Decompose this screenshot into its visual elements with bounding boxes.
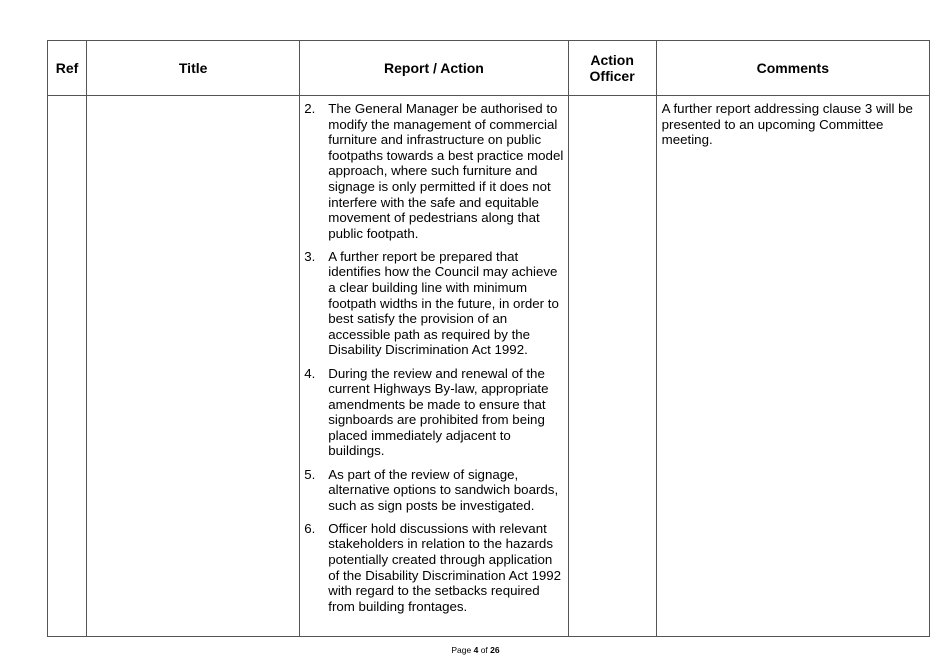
header-report-action: Report / Action <box>300 41 568 96</box>
item-text: The General Manager be authorised to modify the management of commercial furniture and infrastructure on public footpaths towards a best practice model approach, where such furniture and signage is only permitted if it does not interfere with the safe and equitable movement of pedestrians along that public footpath. <box>328 101 564 241</box>
cell-report-action <box>300 96 568 637</box>
table-row <box>48 96 930 637</box>
item-text: During the review and renewal of the current Highways By-law, appropriate amendments be made to ensure that signboards are prohibited from being placed immediately adjacent to buildings. <box>328 365 549 459</box>
page-footer <box>0 645 951 655</box>
header-comments: Comments <box>656 41 929 96</box>
item-number: 6. <box>304 520 316 536</box>
action-list <box>300 96 567 614</box>
header-ref: Ref <box>48 41 87 96</box>
list-item <box>304 249 563 358</box>
item-text: As part of the review of signage, alternative options to sandwich boards, such as sign posts be investigated. <box>328 466 559 513</box>
item-number: 2. <box>304 101 316 116</box>
council-actions-table <box>47 40 930 637</box>
list-item <box>304 366 563 460</box>
list-item <box>304 101 563 241</box>
item-number: 5. <box>304 466 316 482</box>
cell-title <box>87 96 300 637</box>
item-text: A further report be prepared that identifies how the Council may achieve a clear building line with minimum footpath widths in the future, in order to best satisfy the provision of an accessible path as required by the Disability Discrimination Act 1992. <box>328 248 559 358</box>
item-number: 4. <box>304 365 316 381</box>
cell-comments <box>656 96 929 637</box>
header-title: Title <box>87 41 300 96</box>
item-number: 3. <box>304 248 316 264</box>
item-text: Officer hold discussions with relevant stakeholders in relation to the hazards potentially created through application of the Disability Discrimination Act 1992 with regard to the setbacks required from building frontages. <box>328 520 562 614</box>
cell-action-officer <box>568 96 656 637</box>
header-action-officer-line1: Action <box>590 52 634 68</box>
header-action-officer-line2: Officer <box>589 68 635 84</box>
comment-text: A further report addressing clause 3 will be presented to an upcoming Committee meeting. <box>661 101 913 148</box>
page-total: 26 <box>490 645 500 655</box>
list-item <box>304 521 563 615</box>
page-of-label: of <box>480 645 488 655</box>
cell-ref <box>48 96 87 637</box>
header-row <box>48 41 930 96</box>
header-action-officer <box>568 41 656 96</box>
page-label: Page <box>451 645 472 655</box>
list-item <box>304 467 563 514</box>
page-current: 4 <box>473 645 479 655</box>
